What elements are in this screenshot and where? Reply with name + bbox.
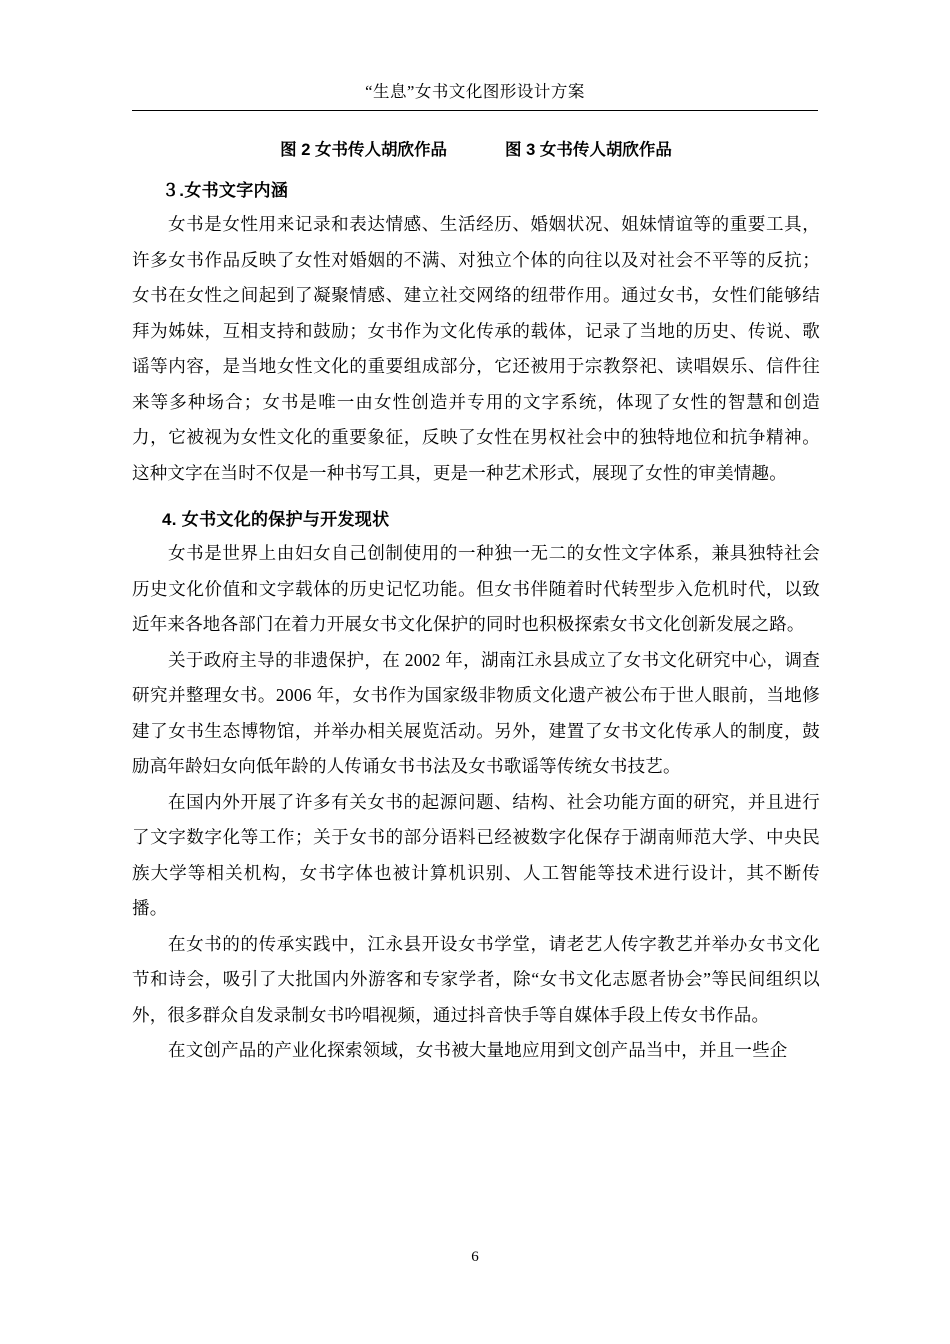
section-3-paragraph-1: 女书是女性用来记录和表达情感、生活经历、婚姻状况、姐妹情谊等的重要工具，许多女书作品反映了女性对婚姻的不满、对独立个体的向往以及对社会不平等的反抗；女书在女性之间起到了凝聚情感、建立社交网络的纽带作用。通过女书，女性们能够结拜为姊妹，互相支持和鼓励；女书作为文化传承的载体，记录了当地的历史、传说、歌谣等内容，是当地女性文化的重要组成部分，它还被用于宗教祭祀、读唱娱乐、信件往来等多种场合；女书是唯一由女性创造并专用的文字系统，体现了女性的智慧和创造力，它被视为女性文化的重要象征，反映了女性在男权社会中的独特地位和抗争精神。这种文字在当时不仅是一种书写工具，更是一种艺术形式，展现了女性的审美情趣。: [132, 214, 820, 483]
section-4-paragraph-1: 女书是世界上由妇女自己创制使用的一种独一无二的女性文字体系，兼具独特社会历史文化价值和文字载体的历史记忆功能。但女书伴随着时代转型步入危机时代，以致近年来各地各部门在着力开展女书文化保护的同时也积极探索女书文化创新发展之路。: [132, 543, 820, 634]
figure-caption-row: [132, 136, 820, 160]
section-4-paragraph-4: 在女书的的传承实践中，江永县开设女书学堂，请老艺人传字教艺并举办女书文化节和诗会，吸引了大批国内外游客和专家学者，除“女书文化志愿者协会”等民间组织以外，很多群众自发录制女书吟唱视频，通过抖音快手等自媒体手段上传女书作品。: [132, 933, 820, 1025]
page-header: [0, 78, 950, 102]
figure-caption-2: 图 2 女书传人胡欣作品: [280, 141, 447, 159]
header-title: “生息”女书文化图形设计方案: [365, 82, 585, 101]
section-4-paragraph-5: 在文创产品的产业化探索领域，女书被大量地应用到文创产品当中，并且一些企: [168, 1040, 788, 1060]
header-divider: [132, 110, 818, 111]
section-heading-4: 4. 女书文化的保护与开发现状: [162, 510, 390, 529]
section-4-paragraph-2: 关于政府主导的非遗保护，在 2002 年，湖南江永县成立了女书文化研究中心，调查研究并整理女书。2006 年，女书作为国家级非物质文化遗产被公布于世人眼前，当地修建了女书生态博物馆，并举办相关展览活动。另外，建置了女书文化传承人的制度，鼓励高年龄妇女向低年龄的人传诵女书书法及女书歌谣等传统女书技艺。: [132, 649, 820, 776]
figure-caption-3: 图 3 女书传人胡欣作品: [505, 141, 672, 159]
page-number: 6: [471, 1249, 479, 1265]
page-content: [132, 128, 820, 1069]
section-4-paragraph-3: 在国内外开展了许多有关女书的起源问题、结构、社会功能方面的研究，并且进行了文字数字化等工作；关于女书的部分语料已经被数字化保存于湖南师范大学、中央民族大学等相关机构，女书字体也被计算机识别、人工智能等技术进行设计，其不断传播。: [132, 791, 820, 918]
section-heading-3: ３.女书文字内涵: [162, 181, 289, 200]
